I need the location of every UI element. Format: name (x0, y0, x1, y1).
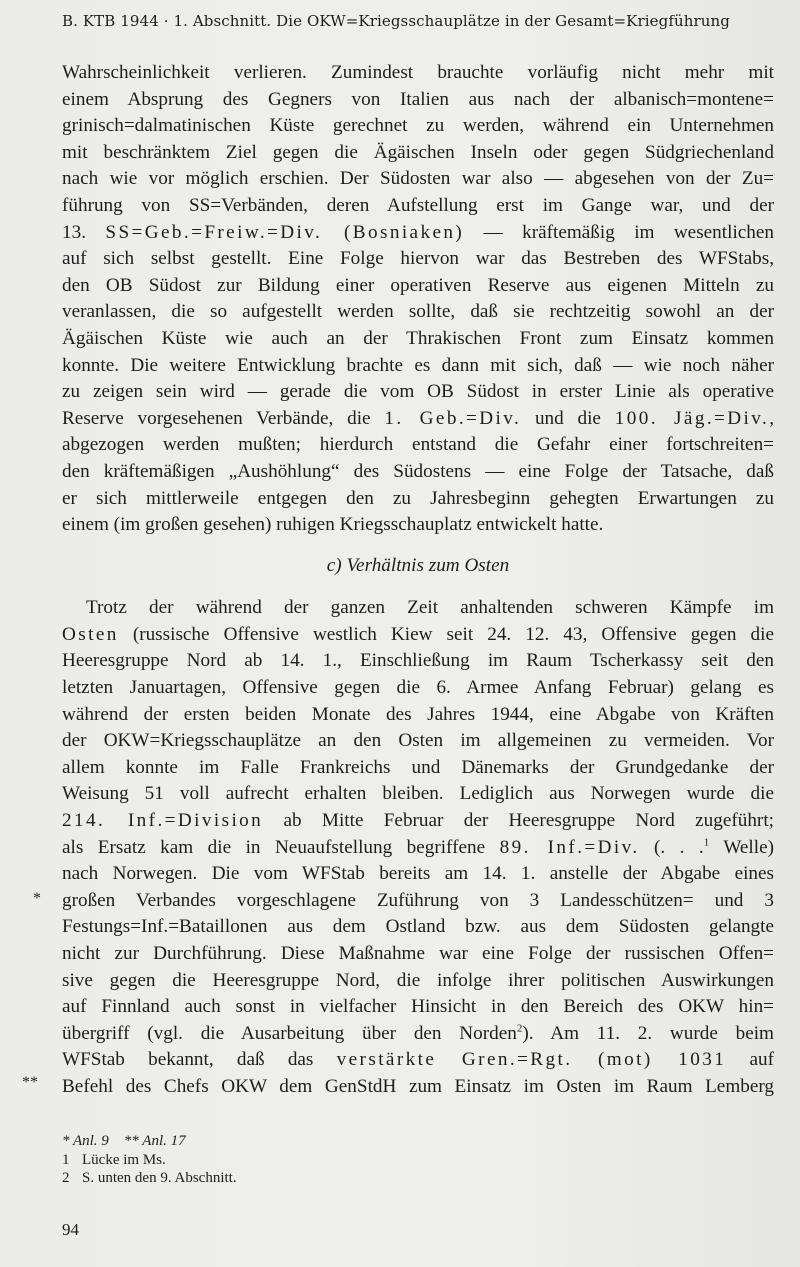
text-run: als Ersatz kam die in Neuaufstellung begriffene (62, 836, 500, 858)
text-line: einem (im großen gesehen) ruhigen Kriegsschauplatz entwickelt hatte. (62, 514, 604, 536)
text-line: konnte. Die weitere Entwicklung brachte es dann mit sich, daß — wie noch näher (62, 354, 774, 376)
page-number: 94 (62, 1220, 79, 1239)
text-run: , (769, 407, 774, 429)
text-run: WFStab bekannt, daß das (62, 1049, 337, 1071)
spaced-unit-name: 1. Geb.=Div. (384, 407, 522, 429)
text-line: führung von SS=Verbänden, deren Aufstellung erst im Gange war, und der (62, 194, 774, 216)
text-line: Festungs=Inf.=Bataillonen aus dem Ostland bzw. aus dem Südosten gelangte (62, 916, 774, 938)
spaced-unit-name: 100. Jäg.=Div. (614, 407, 770, 429)
spaced-unit-name: 89. Inf.=Div. (499, 836, 640, 858)
text-line (62, 220, 774, 247)
body-text (62, 60, 774, 1101)
text-line (62, 406, 774, 433)
running-header: B. KTB 1944 · 1. Abschnitt. Die OKW=Kriegsschauplätze in der Gesamt=Kriegführung (62, 12, 730, 30)
text-run: Reserve vorgesehenen Verbände, die (62, 407, 385, 429)
text-line: allem konnte im Falle Frankreichs und Dänemarks der Grundgedanke der (62, 756, 774, 778)
text-line: nicht zur Durchführung. Diese Maßnahme war eine Folge der russischen Offen= (62, 943, 774, 964)
section-heading: c) Verhältnis zum Osten (326, 554, 510, 576)
spaced-unit-name: 214. Inf.=Division (62, 810, 264, 832)
text-line: auf sich selbst gestellt. Eine Folge hiervon war das Bestreben des WFStabs, (62, 248, 774, 270)
text-line: Heeresgruppe Nord ab 14. 1., Einschließung im Raum Tscherkassy seit den (62, 650, 774, 672)
text-line: letzten Januartagen, Offensive gegen die 6. Armee Anfang Februar) gelang es (62, 677, 774, 699)
text-line: einem Absprung des Gegners von Italien aus nach der albanisch=montene= (62, 88, 774, 110)
text-line: den kräftemäßigen „Aushöhlung“ des Südostens — eine Folge der Tatsache, daß (62, 460, 774, 482)
text-line: grinisch=dalmatinischen Küste gerechnet zu werden, während ein Unternehmen (62, 115, 774, 137)
text-line: veranlassen, die so aufgestellt werden sollte, daß sie rechtzeitig sowohl an der (62, 301, 774, 323)
text-line (62, 835, 774, 862)
text-line: Befehl des Chefs OKW dem GenStdH zum Einsatz im Osten im Raum Lemberg (62, 1075, 774, 1097)
footnote-ref: 2 (516, 1022, 523, 1035)
margin-annex-mark: * (33, 890, 41, 907)
text-line: Trotz der während der ganzen Zeit anhaltenden schweren Kämpfe im (86, 597, 774, 619)
text-run: (. . . (639, 836, 704, 858)
spaced-unit-name: verstärkte Gren.=Rgt. (mot) 1031 (336, 1049, 727, 1071)
text-line: er sich mittlerweile entgegen den zu Jahresbeginn gehegten Erwartungen zu (62, 487, 774, 509)
annex-references: * Anl. 9 ** Anl. 17 (62, 1133, 186, 1149)
text-line: auf Finnland auch sonst in vielfacher Hinsicht in den Bereich des OKW hin= (62, 996, 774, 1018)
text-line: zu zeigen sein wird — gerade die vom OB Südost in erster Linie als operative (62, 381, 774, 403)
footnote (62, 1169, 462, 1188)
text-line: großen Verbandes vorgeschlagene Zuführung von 3 Landesschützen= und 3 (62, 889, 774, 911)
text-run: ). Am 11. 2. wurde beim (522, 1022, 774, 1044)
text-line: nach wie vor möglich erschien. Der Südosten war also — abgesehen von der Zu= (62, 168, 774, 190)
text-line (62, 808, 774, 835)
text-line (62, 1021, 774, 1048)
footnote-text: Lücke im Ms. (82, 1151, 166, 1168)
text-run: übergriff (vgl. die Ausarbeitung über den Norden (62, 1022, 517, 1044)
footnote-ref: 1 (703, 836, 710, 849)
text-line: den OB Südost zur Bildung einer operativen Reserve aus eigenen Mitteln zu (62, 274, 774, 296)
text-line: der OKW=Kriegsschauplätze an den Osten im allgemeinen zu vermeiden. Vor (62, 730, 774, 752)
footnote-text: S. unten den 9. Abschnitt. (82, 1170, 237, 1186)
footnote-number: 1 (62, 1151, 70, 1168)
text-line: während der ersten beiden Monate des Jahres 1944, eine Abgabe von Kräften (62, 703, 774, 725)
footnote (62, 1151, 462, 1170)
text-line: mit beschränktem Ziel gegen die Ägäischen Inseln oder gegen Südgriechenland (62, 141, 774, 163)
text-line (62, 1047, 774, 1074)
text-run: — kräftemäßig im wesentlichen (464, 221, 774, 243)
text-line: Wahrscheinlichkeit verlieren. Zumindest brauchte vorläufig nicht mehr mit (62, 62, 774, 83)
spaced-unit-name: SS=Geb.=Freiw.=Div. (Bosniaken) (105, 221, 465, 243)
text-run: auf (726, 1049, 774, 1071)
footnotes (62, 1132, 462, 1188)
text-line: abgezogen werden mußten; hierdurch entstand die Gefahr einer fortschreiten= (62, 434, 774, 456)
text-run: Welle) (709, 836, 775, 858)
text-line: nach Norwegen. Die vom WFStab bereits am 14. 1. anstelle der Abgabe eines (62, 863, 774, 885)
text-line: Weisung 51 voll aufrecht erhalten bleiben. Lediglich aus Norwegen wurde die (62, 783, 774, 805)
footnote-number: 2 (62, 1170, 70, 1186)
text-run: und die (521, 407, 615, 429)
margin-annex-mark: ** (22, 1074, 38, 1091)
spaced-word: Osten (62, 623, 119, 645)
text-run: ab Mitte Februar der Heeresgruppe Nord zugeführt; (263, 810, 774, 832)
text-line: sive gegen die Heeresgruppe Nord, die infolge ihrer politischen Auswirkungen (62, 969, 774, 991)
text-line (62, 622, 774, 649)
text-run: 13. (62, 221, 106, 243)
text-line: Ägäischen Küste wie auch an der Thrakischen Front zum Einsatz kommen (62, 327, 774, 349)
text-run: (russische Offensive westlich Kiew seit 24. 12. 43, Offensive gegen die (118, 623, 774, 645)
